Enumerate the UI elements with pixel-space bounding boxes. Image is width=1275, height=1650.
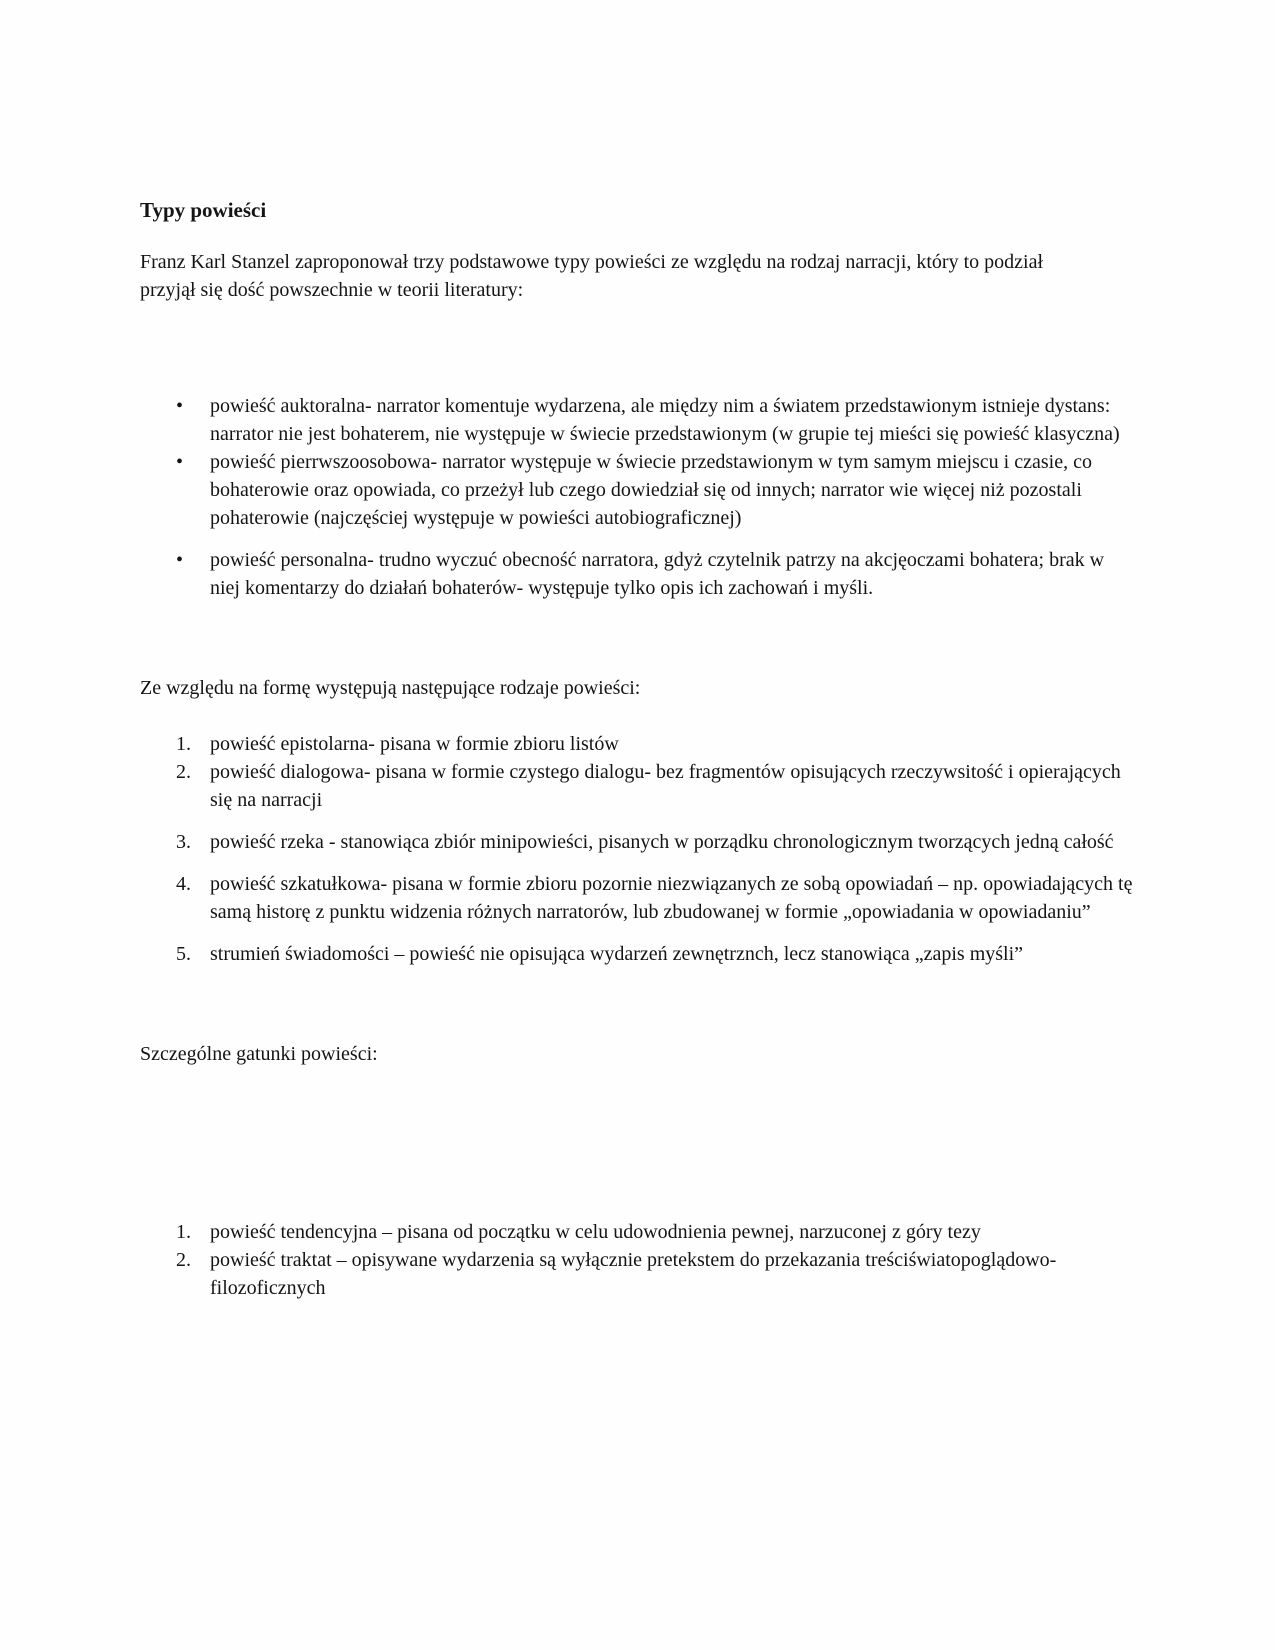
list-item: [140, 828, 1135, 856]
narration-types-list: [140, 392, 1135, 602]
list-item: [140, 758, 1135, 814]
list-number: 2.: [176, 1249, 191, 1271]
list-item-text: powieść personalna- trudno wyczuć obecność narratora, gdyż czytelnik patrzy na akcjęoczami bohatera; brak w niej komentarzy do działań bohaterów- występuje tylko opis ich zachowań i myśli.: [210, 549, 1105, 599]
section-heading-genres: Szczególne gatunki powieści:: [140, 1043, 378, 1065]
list-number: 3.: [176, 831, 191, 853]
list-item: [140, 940, 1135, 968]
list-number: 4.: [176, 873, 191, 895]
bullet-marker: •: [176, 395, 184, 417]
list-item-text: powieść auktoralna- narrator komentuje wydarzena, ale między nim a światem przedstawionym istnieje dystans: narrator nie jest bohaterem, nie występuje w świecie przedstawionym (w grupie tej mieści się powieść klasyczna): [210, 395, 1120, 445]
list-number: 2.: [176, 761, 191, 783]
list-item: [140, 870, 1135, 926]
form-types-list: [140, 730, 1135, 968]
bullet-marker: •: [176, 549, 184, 571]
page-title: Typy powieści: [140, 198, 267, 222]
list-item: [140, 1218, 1135, 1246]
list-item-text: powieść dialogowa- pisana w formie czystego dialogu- bez fragmentów opisujących rzeczywsitość i opierających się na narracji: [210, 761, 1121, 811]
list-item-text: strumień świadomości – powieść nie opisująca wydarzeń zewnętrznch, lecz stanowiąca „zapis myśli”: [210, 943, 1024, 965]
list-item-text: powieść szkatułkowa- pisana w formie zbioru pozornie niezwiązanych ze sobą opowiadań – np. opowiadających tę samą historę z punktu widzenia różnych narratorów, lub zbudowanej w formie „opowiadania w opowiadaniu”: [210, 873, 1133, 923]
list-item: [140, 448, 1135, 532]
list-number: 1.: [176, 733, 191, 755]
list-item: [140, 730, 1135, 758]
list-item-text: powieść epistolarna- pisana w formie zbioru listów: [210, 733, 619, 755]
genres-list: [140, 1218, 1135, 1302]
intro-paragraph: Franz Karl Stanzel zaproponował trzy podstawowe typy powieści ze względu na rodzaj narracji, który to podział przyjął się dość powszechnie w teorii literatury:: [140, 251, 1044, 301]
list-item-text: powieść tendencyjna – pisana od początku w celu udowodnienia pewnej, narzuconej z góry tezy: [210, 1221, 981, 1243]
list-item-text: powieść pierrwszoosobowa- narrator występuje w świecie przedstawionym w tym samym miejscu i czasie, co bohaterowie oraz opowiada, co przeżył lub czego dowiedział się od innych; narrator wie więcej niż pozostali pohaterowie (najczęściej występuje w powieści autobiograficznej): [210, 451, 1092, 529]
list-item: [140, 392, 1135, 448]
document-body: [140, 196, 1135, 1302]
list-item: [140, 1246, 1135, 1302]
bullet-marker: •: [176, 451, 184, 473]
list-item-text: powieść traktat – opisywane wydarzenia są wyłącznie pretekstem do przekazania treściświatopoglądowo-filozoficznych: [210, 1249, 1057, 1299]
section-heading-forms: Ze względu na formę występują następujące rodzaje powieści:: [140, 677, 641, 699]
list-number: 5.: [176, 943, 191, 965]
list-item-text: powieść rzeka - stanowiąca zbiór minipowieści, pisanych w porządku chronologicznym tworzących jedną całość: [210, 831, 1114, 853]
list-item: [140, 546, 1135, 602]
list-number: 1.: [176, 1221, 191, 1243]
